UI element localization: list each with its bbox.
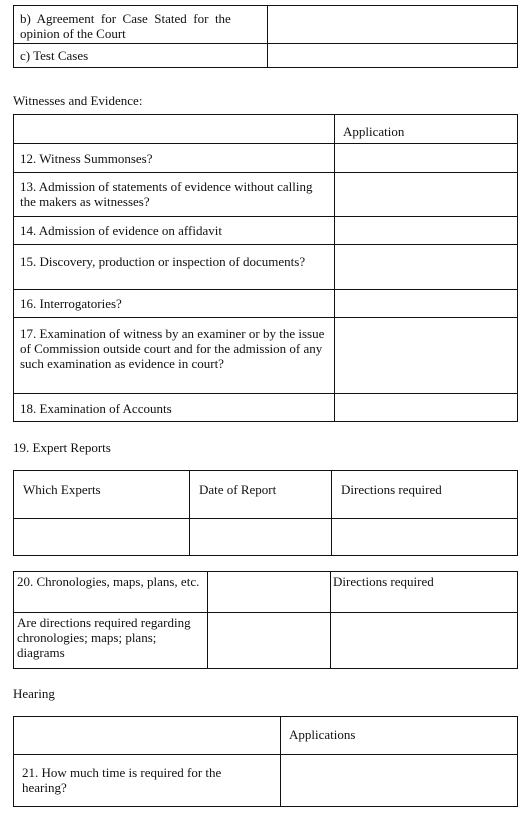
- hearing-time-label-cell: [14, 755, 281, 807]
- case-stated-label-line2: opinion of the Court: [20, 26, 126, 41]
- chronologies-question: Are directions required regarding chronologies; maps; plans; diagrams: [17, 615, 191, 660]
- witness-row-label: 17. Examination of witness by an examiner or by the issue of Commission outside court and for the admission of any such examination as evidence in court?: [14, 318, 335, 394]
- chronologies-question-cell: [14, 613, 208, 669]
- witness-row-application[interactable]: [335, 217, 518, 245]
- chronologies-directions-header: Directions required: [331, 572, 518, 613]
- witness-row-label: 14. Admission of evidence on affidavit: [14, 217, 335, 245]
- witness-row-application[interactable]: [335, 144, 518, 173]
- test-cases-label-cell: [14, 44, 268, 68]
- hearing-applications-header: Applications: [281, 717, 518, 755]
- witness-row-label: 18. Examination of Accounts: [14, 394, 335, 422]
- hearing-time-application-cell[interactable]: [281, 755, 518, 807]
- witness-row-label: 13. Admission of statements of evidence without calling the makers as witnesses?: [14, 173, 335, 217]
- which-experts-cell[interactable]: [14, 519, 190, 556]
- which-experts-header: Which Experts: [14, 471, 190, 519]
- chronologies-directions-cell[interactable]: [331, 613, 518, 669]
- chronologies-label-cell: [14, 572, 208, 613]
- chronologies-answer-cell[interactable]: [208, 613, 331, 669]
- case-stated-label-cell: [14, 6, 268, 44]
- witness-row-application[interactable]: [335, 173, 518, 217]
- case-stated-value-cell[interactable]: [268, 6, 518, 44]
- date-of-report-cell[interactable]: [190, 519, 332, 556]
- witness-row-application[interactable]: [335, 245, 518, 290]
- test-cases-label: c) Test Cases: [20, 48, 89, 63]
- witness-row-label: 15. Discovery, production or inspection of documents?: [14, 245, 335, 290]
- chronologies-middle-cell[interactable]: [208, 572, 331, 613]
- witnesses-table: [13, 114, 518, 422]
- witnesses-heading: Witnesses and Evidence:: [13, 93, 143, 108]
- chronologies-label: 20. Chronologies, maps, plans, etc.: [17, 574, 200, 589]
- expert-reports-heading: 19. Expert Reports: [13, 440, 111, 455]
- hearing-header-blank: [14, 717, 281, 755]
- witness-row-application[interactable]: [335, 394, 518, 422]
- date-of-report-header: Date of Report: [190, 471, 332, 519]
- witness-row-application[interactable]: [335, 290, 518, 318]
- chronologies-table: [13, 571, 518, 669]
- hearing-time-label: 21. How much time is required for the hearing?: [22, 765, 222, 795]
- test-cases-value-cell[interactable]: [268, 44, 518, 68]
- witness-row-label: 12. Witness Summonses?: [14, 144, 335, 173]
- expert-directions-header: Directions required: [332, 471, 518, 519]
- case-stated-label-line1: b) Agreement for Case Stated for the: [20, 11, 231, 26]
- hearing-table: [13, 716, 518, 807]
- case-stated-table: [13, 5, 518, 68]
- witnesses-application-header: Application: [335, 115, 518, 144]
- expert-directions-cell[interactable]: [332, 519, 518, 556]
- witness-row-label: 16. Interrogatories?: [14, 290, 335, 318]
- hearing-heading: Hearing: [13, 686, 55, 701]
- expert-reports-table: [13, 470, 518, 556]
- witnesses-header-blank: [14, 115, 335, 144]
- witness-row-application[interactable]: [335, 318, 518, 394]
